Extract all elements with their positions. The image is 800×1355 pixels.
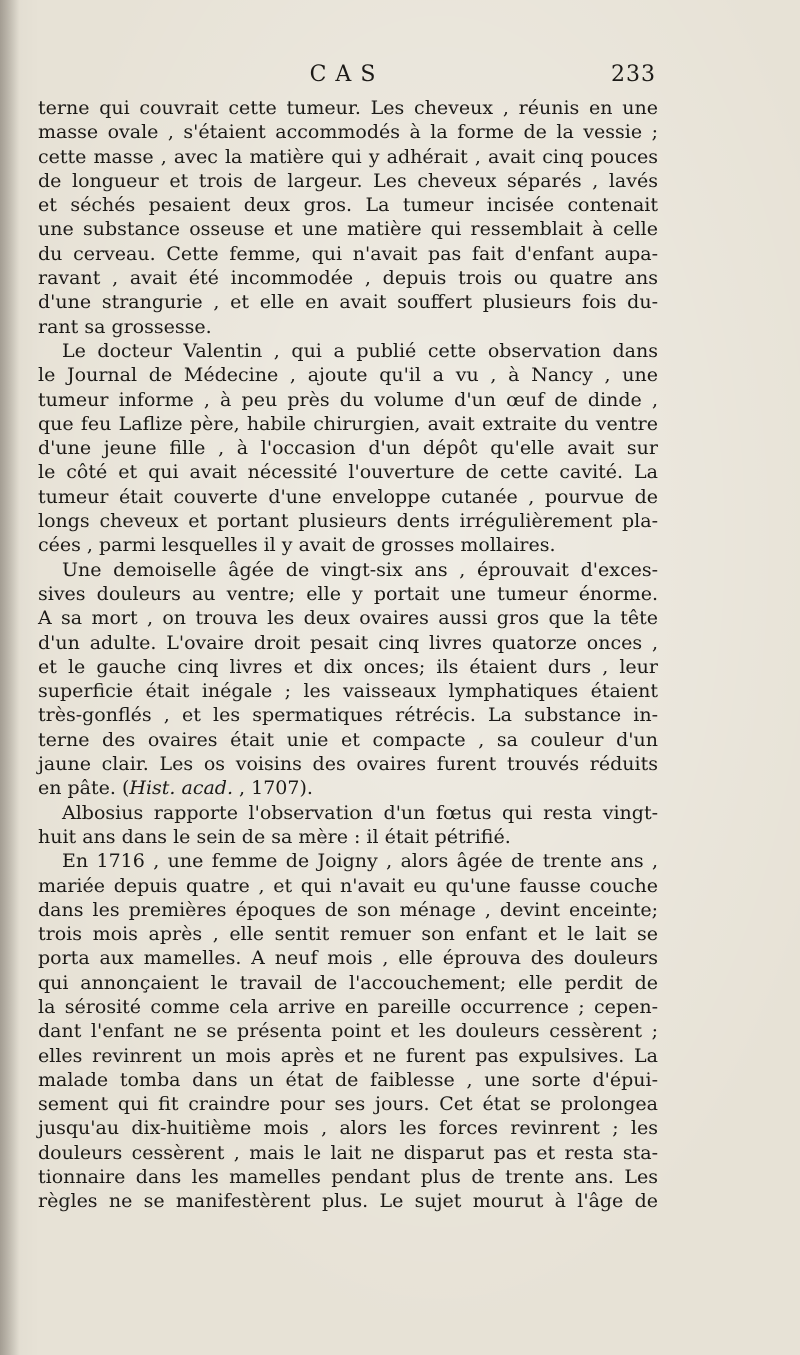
text-line: le côté et qui avait nécessité l'ouverture de cette cavité. La — [38, 461, 658, 484]
text-line: de longueur et trois de largeur. Les cheveux séparés , lavés — [38, 169, 658, 192]
text-line: porta aux mamelles. A neuf mois , elle éprouva des douleurs — [38, 947, 658, 970]
text-line: sives douleurs au ventre; elle y portait une tumeur énorme. — [38, 582, 658, 605]
text-line: Le docteur Valentin , qui a publié cette observation dans — [62, 339, 658, 362]
text-line: tumeur informe , à peu près du volume d'un œuf de dinde , — [38, 388, 658, 411]
text-line: cette masse , avec la matière qui y adhérait , avait cinq pouces — [38, 145, 658, 168]
text-line: rant sa grossesse. — [38, 315, 212, 338]
text-line: En 1716 , une femme de Joigny , alors âgée de trente ans , — [62, 850, 658, 873]
text-line: jusqu'au dix-huitième mois , alors les forces revinrent ; les — [38, 1117, 658, 1140]
text-line: cées , parmi lesquelles il y avait de grosses mollaires. — [38, 534, 556, 557]
text-line: longs cheveux et portant plusieurs dents irrégulièrement pla- — [38, 510, 658, 533]
text-line: très-gonflés , et les spermatiques rétrécis. La substance in- — [38, 704, 658, 727]
text-line: tionnaire dans les mamelles pendant plus de trente ans. Les — [38, 1166, 658, 1189]
text-line: du cerveau. Cette femme, qui n'avait pas fait d'enfant aupa- — [38, 242, 658, 265]
text-line: qui annonçaient le travail de l'accouchement; elle perdit de — [38, 971, 658, 994]
gutter-shadow — [0, 0, 20, 1355]
text-line: terne qui couvrait cette tumeur. Les cheveux , réunis en une — [38, 97, 658, 119]
body-text — [38, 96, 658, 1214]
page-header — [38, 62, 656, 94]
running-head: CAS — [309, 62, 385, 87]
text-line: la sérosité comme cela arrive en pareille occurrence ; cepen- — [38, 995, 658, 1018]
text-line: superficie était inégale ; les vaisseaux lymphatiques étaient — [38, 680, 658, 703]
text-line: terne des ovaires était unie et compacte , sa couleur d'un — [38, 728, 658, 751]
text-line: Une demoiselle âgée de vingt-six ans , éprouvait d'exces- — [62, 558, 658, 581]
text-line: une substance osseuse et une matière qui ressemblait à celle — [38, 218, 658, 241]
text-line: sement qui fit craindre pour ses jours. Cet état se prolongea — [38, 1093, 658, 1116]
text-line: d'un adulte. L'ovaire droit pesait cinq livres quatorze onces , — [38, 631, 658, 654]
text-line: huit ans dans le sein de sa mère : il était pétrifié. — [38, 825, 511, 848]
text-line: douleurs cessèrent , mais le lait ne disparut pas et resta sta- — [38, 1141, 658, 1164]
text-line: tumeur était couverte d'une enveloppe cutanée , pourvue de — [38, 485, 658, 508]
text-line: jaune clair. Les os voisins des ovaires furent trouvés réduits — [38, 753, 658, 776]
text-line: elles revinrent un mois après et ne furent pas expulsives. La — [38, 1044, 658, 1067]
text-line: que feu Laflize père, habile chirurgien, avait extraite du ventre — [38, 412, 658, 435]
text-line: malade tomba dans un état de faiblesse , une sorte d'épui- — [38, 1068, 658, 1091]
text-line: et séchés pesaient deux gros. La tumeur incisée contenait — [38, 194, 658, 217]
text-line: d'une strangurie , et elle en avait souffert plusieurs fois du- — [38, 291, 658, 314]
text-line: masse ovale , s'étaient accommodés à la forme de la vessie ; — [38, 121, 658, 144]
text-line: ravant , avait été incommodée , depuis trois ou quatre ans — [38, 267, 658, 290]
text-line: mariée depuis quatre , et qui n'avait eu qu'une fausse couche — [38, 874, 658, 897]
text-line: Albosius rapporte l'observation d'un fœtus qui resta vingt- — [62, 801, 658, 824]
text-line: règles ne se manifestèrent plus. Le sujet mourut à l'âge de — [38, 1190, 658, 1213]
text-line: d'une jeune fille , à l'occasion d'un dépôt qu'elle avait sur — [38, 437, 658, 460]
text-line: en pâte. (Hist. acad. , 1707). — [38, 777, 313, 800]
text-line: A sa mort , on trouva les deux ovaires aussi gros que la tête — [38, 607, 658, 630]
text-line: dant l'enfant ne se présenta point et les douleurs cessèrent ; — [38, 1020, 658, 1043]
citation-italic: Hist. acad. — [129, 777, 233, 800]
text-line: trois mois après , elle sentit remuer son enfant et le lait se — [38, 923, 658, 946]
page-number: 233 — [611, 62, 656, 87]
text-line: et le gauche cinq livres et dix onces; ils étaient durs , leur — [38, 655, 658, 678]
text-line: le Journal de Médecine , ajoute qu'il a vu , à Nancy , une — [38, 364, 658, 387]
text-line: dans les premières époques de son ménage , devint enceinte; — [38, 898, 658, 921]
